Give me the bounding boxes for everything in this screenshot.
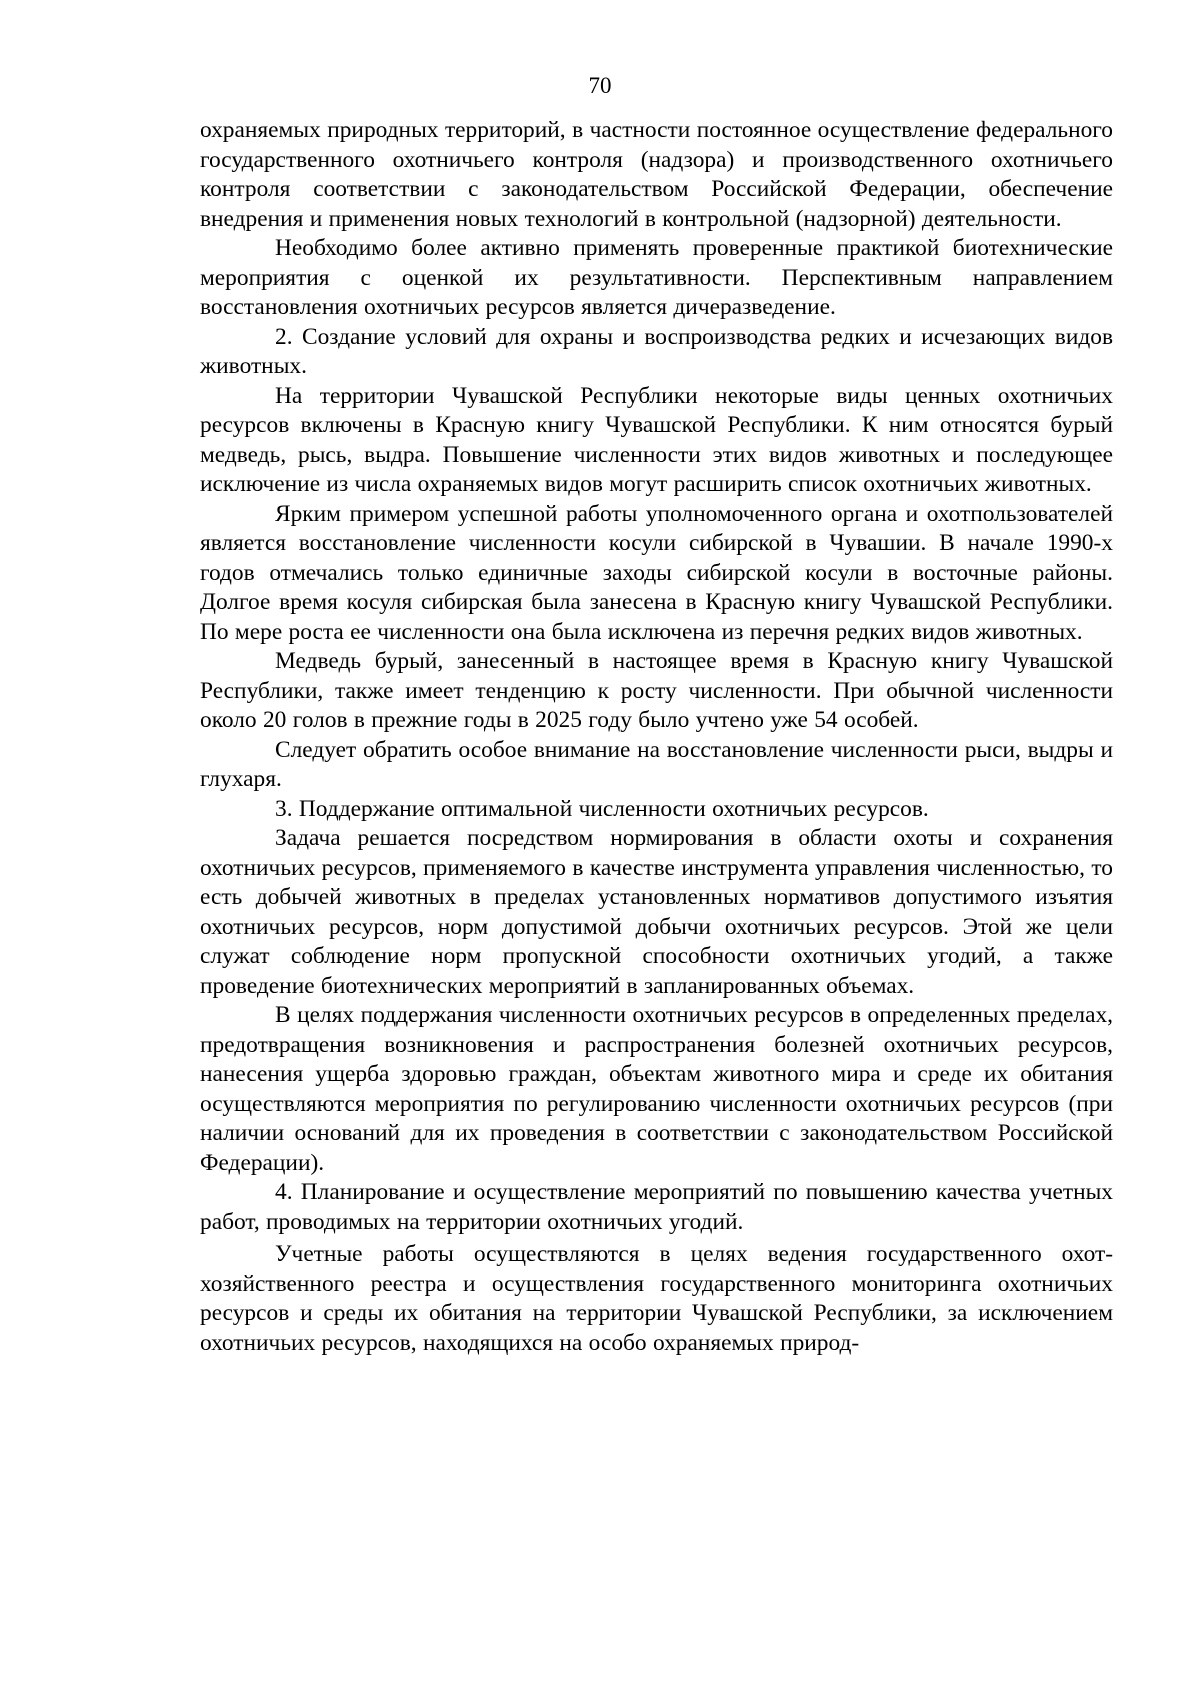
paragraph: Необходимо более активно применять проверенные практикой биотехнические мероприятия с оценкой их результативности. Перспективным направлением восстановления охотничьих ресурсов является дичеразведение.	[200, 235, 1113, 320]
document-body	[200, 116, 1113, 1358]
section-heading-2: 2. Создание условий для охраны и воспроизводства редких и исчезающих видов животных.	[200, 323, 1113, 379]
paragraph: Учетные работы осуществляются в целях ведения государственного охотхозяйственного реестра и осуществления государственного мониторинга охотничьих ресурсов и среды их обитания на территории Чувашской Республики, за исключением охотничьих ресурсов, находящихся на особо охраняемых природ-	[200, 1241, 1113, 1356]
paragraph: Медведь бурый, занесенный в настоящее время в Красную книгу Чувашской Республики, также имеет тенденцию к росту численности. При обычной численности около 20 голов в прежние годы в 2025 году было учтено уже 54 особей.	[200, 648, 1113, 733]
paragraph: Задача решается посредством нормирования в области охоты и сохранения охотничьих ресурсов, применяемого в качестве инструмента управления численностью, то есть добычей животных в пределах установленных нормативов допустимого изъятия охотничьих ресурсов, норм допустимой добычи охотничьих ресурсов. Этой же цели служат соблюдение норм пропускной способности охотничьих угодий, а также проведение биотехнических мероприятий в запланированных объемах.	[200, 825, 1113, 999]
page-number: 70	[588, 73, 612, 98]
section-heading-3: 3. Поддержание оптимальной численности охотничьих ресурсов.	[275, 795, 929, 822]
paragraph: В целях поддержания численности охотничьих ресурсов в определенных пределах, предотвращения возникновения и распространения болезней охотничьих ресурсов, нанесения ущерба здоровью граждан, объектам животного мира и среде их обитания осуществляются мероприятия по регулированию численности охотничьих ресурсов (при наличии оснований для их проведения в соответствии с законодательством Российской Федерации).	[200, 1002, 1113, 1176]
paragraph: На территории Чувашской Республики некоторые виды ценных охотничьих ресурсов включены в Красную книгу Чувашской Республики. К ним относятся бурый медведь, рысь, выдра. Повышение численности этих видов животных и последующее исключение из числа охраняемых видов могут расширить список охотничьих животных.	[200, 382, 1113, 497]
paragraph-continuation: охраняемых природных территорий, в частности постоянное осуществление федерального государственного охотничьего контроля (надзора) и производственного охотничьего контроля соответствии с законодательством Российской Федерации, обеспечение внедрения и применения новых технологий в контрольной (надзорной) деятельности.	[200, 117, 1113, 232]
paragraph: Ярким примером успешной работы уполномоченного органа и охотпользователей является восстановление численности косули сибирской в Чувашии. В начале 1990-х годов отмечались только единичные заходы сибирской косули в восточные районы. Долгое время косуля сибирская была занесена в Красную книгу Чувашской Республики. По мере роста ее численности она была исключена из перечня редких видов животных.	[200, 500, 1113, 645]
section-heading-4: 4. Планирование и осуществление мероприятий по повышению качества учетных работ, проводимых на территории охотничьих угодий.	[200, 1179, 1113, 1235]
paragraph: Следует обратить особое внимание на восстановление численности рыси, выдры и глухаря.	[200, 736, 1113, 792]
